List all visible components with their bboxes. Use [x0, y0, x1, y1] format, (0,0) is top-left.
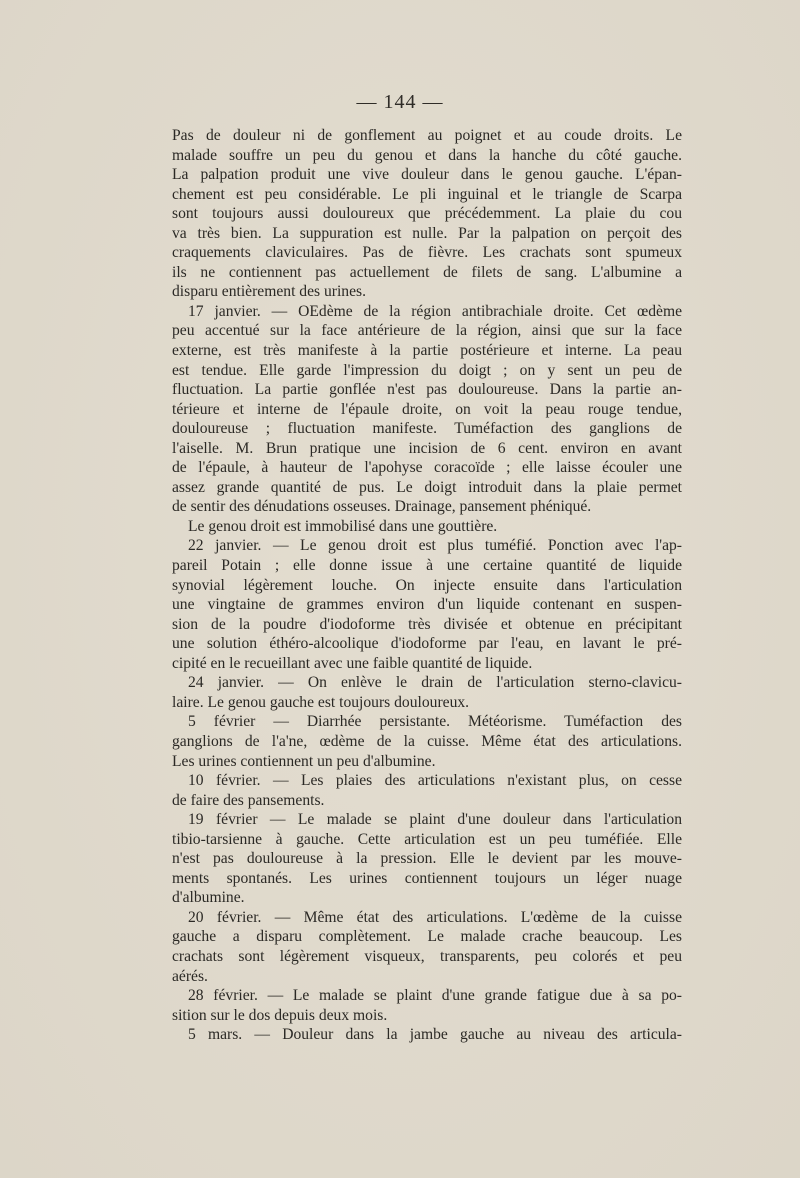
text-line: pareil Potain ; elle donne issue à une certaine quantité de liquide: [172, 557, 682, 575]
text-line: 24 janvier. — On enlève le drain de l'articulation sterno-clavicu-: [188, 674, 682, 692]
text-line: gauche a disparu complètement. Le malade crache beaucoup. Les: [172, 928, 682, 946]
text-line: 5 février — Diarrhée persistante. Météorisme. Tuméfaction des: [188, 713, 682, 731]
text-line: 5 mars. — Douleur dans la jambe gauche au niveau des articula-: [188, 1026, 682, 1044]
text-line: externe, est très manifeste à la partie postérieure et interne. La peau: [172, 342, 682, 360]
text-line: tibio-tarsienne à gauche. Cette articulation est un peu tuméfiée. Elle: [172, 830, 682, 848]
text-line: assez grande quantité de pus. Le doigt introduit dans la plaie permet: [172, 478, 682, 496]
text-line: laire. Le genou gauche est toujours douloureux.: [172, 693, 470, 711]
text-line: La palpation produit une vive douleur dans le genou gauche. L'épan-: [172, 166, 682, 184]
text-line: térieure et interne de l'épaule droite, on voit la peau rouge tendue,: [172, 400, 682, 418]
text-line: douloureuse ; fluctuation manifeste. Tuméfaction des ganglions de: [172, 420, 682, 438]
text-line: Pas de douleur ni de gonflement au poignet et au coude droits. Le: [172, 127, 682, 144]
page-number: — 144 —: [356, 91, 444, 113]
text-line: malade souffre un peu du genou et dans la hanche du côté gauche.: [172, 146, 682, 164]
text-line: aérés.: [172, 967, 208, 985]
text-line: l'aiselle. M. Brun pratique une incision de 6 cent. environ en avant: [172, 439, 682, 457]
text-line: 10 février. — Les plaies des articulations n'existant plus, on cesse: [188, 772, 682, 790]
text-line: est tendue. Elle garde l'impression du doigt ; on y sent un peu de: [172, 361, 682, 379]
text-line: crachats sont légèrement visqueux, transparents, peu colorés et peu: [172, 947, 682, 965]
text-line: synovial légèrement louche. On injecte ensuite dans l'articulation: [172, 576, 682, 594]
text-line: une solution éthéro-alcoolique d'iodoforme par l'eau, en lavant le pré-: [172, 635, 682, 653]
text-line: ments spontanés. Les urines contiennent toujours un léger nuage: [172, 869, 682, 887]
text-line: 17 janvier. — OEdème de la région antibrachiale droite. Cet œdème: [188, 302, 682, 320]
text-line: va très bien. La suppuration est nulle. Par la palpation on perçoit des: [172, 224, 682, 242]
text-line: 28 février. — Le malade se plaint d'une grande fatigue due à sa po-: [188, 987, 682, 1005]
body-text: [172, 126, 682, 1045]
text-line: craquements claviculaires. Pas de fièvre. Les crachats sont spumeux: [172, 244, 682, 262]
text-line: Les urines contiennent un peu d'albumine.: [172, 752, 436, 770]
text-line: Le genou droit est immobilisé dans une gouttière.: [188, 517, 498, 535]
text-line: n'est pas douloureuse à la pression. Elle le devient par les mouve-: [172, 850, 682, 868]
text-line: de l'épaule, à hauteur de l'apohyse coracoïde ; elle laisse écouler une: [172, 459, 682, 477]
text-line: une vingtaine de grammes environ d'un liquide contenant en suspen-: [172, 596, 682, 614]
text-line: disparu entièrement des urines.: [172, 283, 366, 301]
text-line: peu accentué sur la face antérieure de la région, ainsi que sur la face: [172, 322, 682, 340]
text-line: ils ne contiennent pas actuellement de filets de sang. L'albumine a: [172, 263, 682, 281]
text-line: de sentir des dénudations osseuses. Drainage, pansement phéniqué.: [172, 498, 592, 516]
text-line: sont toujours aussi douloureux que précédemment. La plaie du cou: [172, 205, 682, 223]
text-line: chement est peu considérable. Le pli inguinal et le triangle de Scarpa: [172, 185, 682, 203]
text-line: 22 janvier. — Le genou droit est plus tuméfié. Ponction avec l'ap-: [188, 537, 682, 555]
text-line: ganglions de l'a'ne, œdème de la cuisse. Même état des articulations.: [172, 732, 682, 750]
text-line: d'albumine.: [172, 889, 245, 907]
text-line: de faire des pansements.: [172, 791, 325, 809]
text-line: 20 février. — Même état des articulations. L'œdème de la cuisse: [188, 908, 682, 926]
text-line: cipité en le recueillant avec une faible quantité de liquide.: [172, 654, 533, 672]
text-line: sion de la poudre d'iodoforme très divisée et obtenue en précipitant: [172, 615, 682, 633]
text-line: fluctuation. La partie gonflée n'est pas douloureuse. Dans la partie an-: [172, 381, 682, 399]
text-line: 19 février — Le malade se plaint d'une douleur dans l'articulation: [188, 811, 682, 829]
text-line: sition sur le dos depuis deux mois.: [172, 1006, 388, 1024]
